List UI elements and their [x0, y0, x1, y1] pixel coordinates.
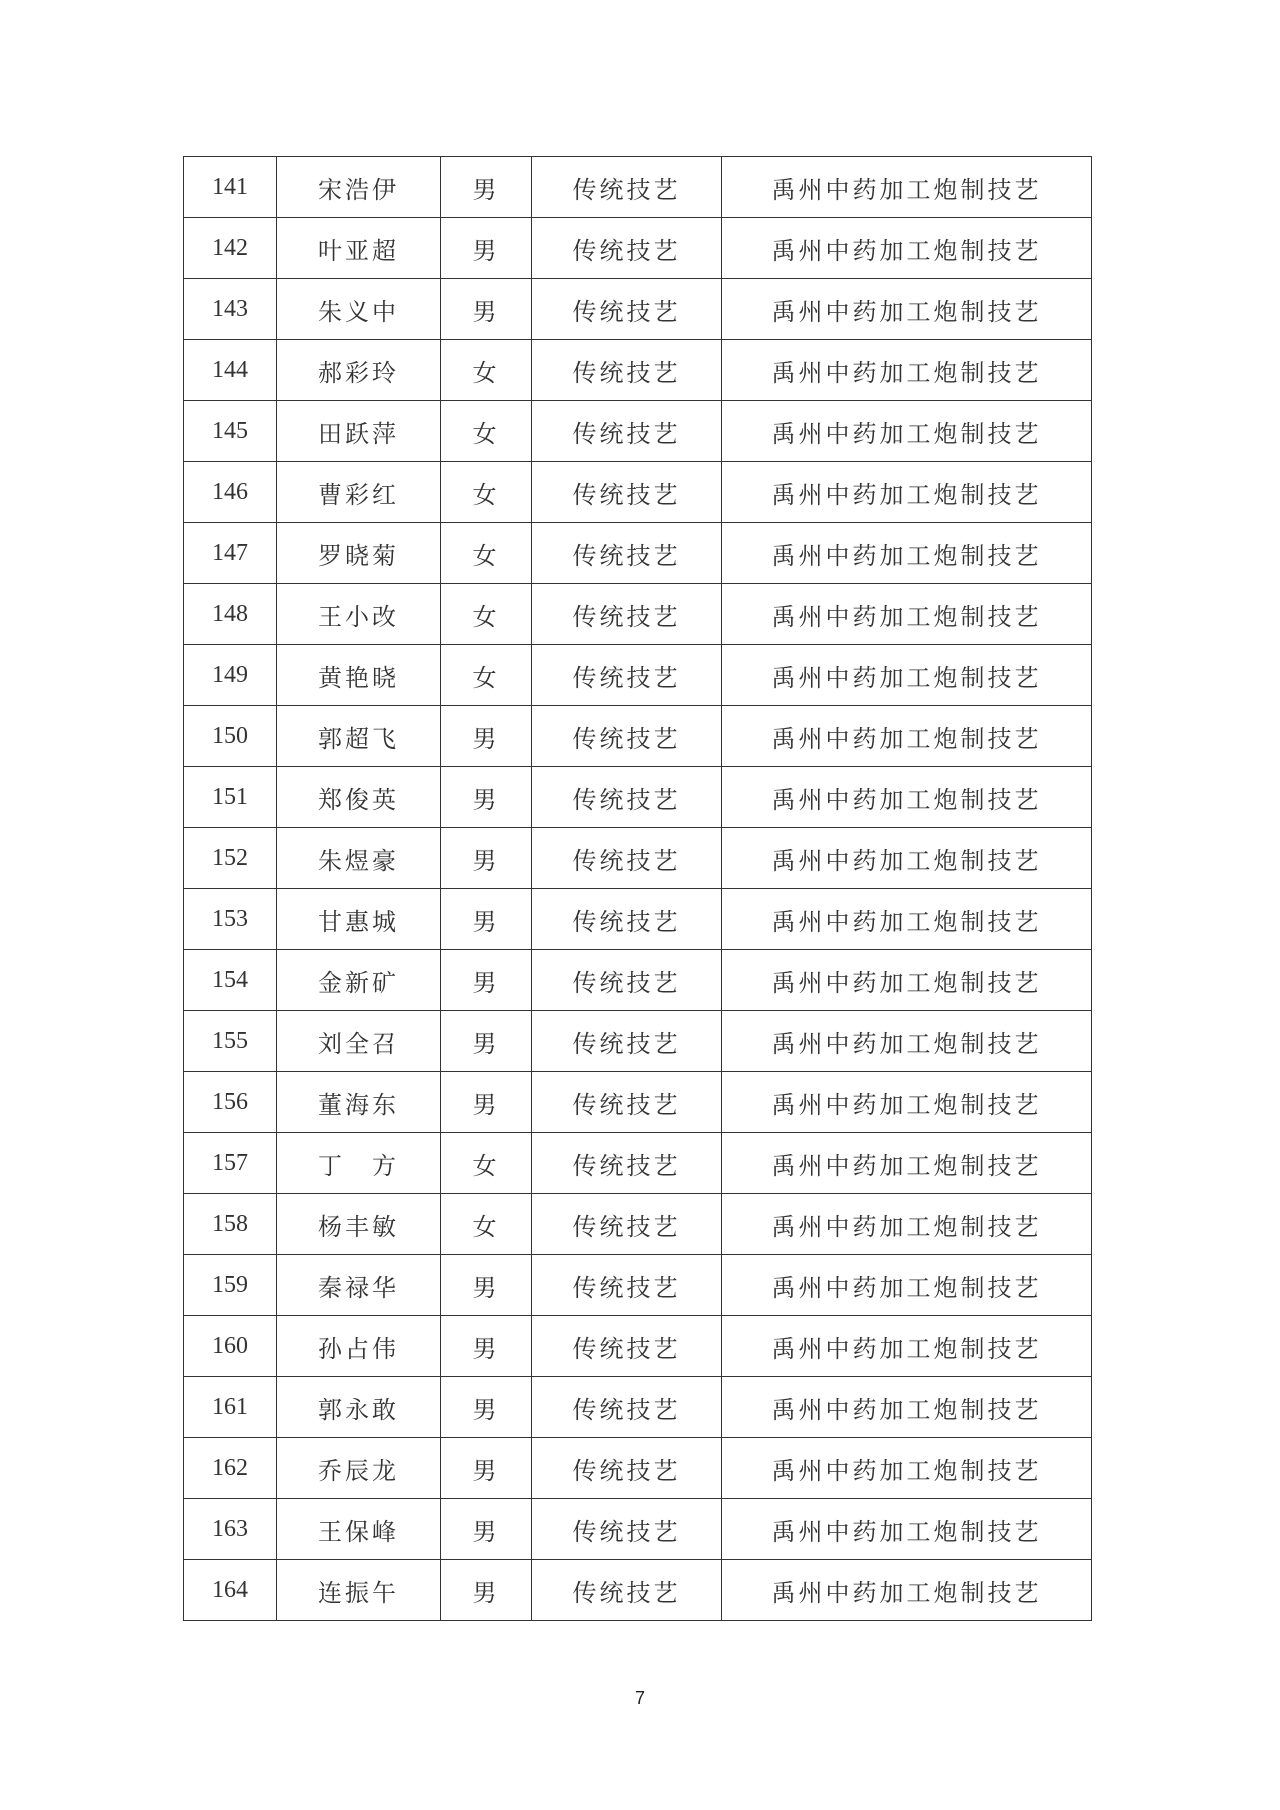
name-cell: 乔辰龙 [277, 1438, 441, 1499]
name-cell: 朱煜豪 [277, 828, 441, 889]
project-cell: 禹州中药加工炮制技艺 [722, 1011, 1092, 1072]
table-row [184, 1499, 1092, 1560]
gender-cell: 男 [441, 1438, 532, 1499]
category-cell: 传统技艺 [532, 401, 722, 462]
category-cell: 传统技艺 [532, 1316, 722, 1377]
project-cell: 禹州中药加工炮制技艺 [722, 279, 1092, 340]
category-cell: 传统技艺 [532, 340, 722, 401]
table-row [184, 828, 1092, 889]
gender-cell: 男 [441, 279, 532, 340]
roster-body [184, 157, 1092, 1621]
row-number-cell: 148 [184, 584, 277, 645]
gender-cell: 女 [441, 340, 532, 401]
name-cell: 孙占伟 [277, 1316, 441, 1377]
category-cell: 传统技艺 [532, 1011, 722, 1072]
project-cell: 禹州中药加工炮制技艺 [722, 706, 1092, 767]
category-cell: 传统技艺 [532, 584, 722, 645]
project-cell: 禹州中药加工炮制技艺 [722, 1377, 1092, 1438]
name-cell: 郝彩玲 [277, 340, 441, 401]
gender-cell: 男 [441, 1072, 532, 1133]
table-row [184, 1316, 1092, 1377]
category-cell: 传统技艺 [532, 767, 722, 828]
table-row [184, 157, 1092, 218]
name-cell: 罗晓菊 [277, 523, 441, 584]
row-number-cell: 164 [184, 1560, 277, 1621]
table-row [184, 1133, 1092, 1194]
category-cell: 传统技艺 [532, 1072, 722, 1133]
project-cell: 禹州中药加工炮制技艺 [722, 1194, 1092, 1255]
row-number-cell: 144 [184, 340, 277, 401]
project-cell: 禹州中药加工炮制技艺 [722, 1499, 1092, 1560]
name-cell: 朱义中 [277, 279, 441, 340]
row-number-cell: 143 [184, 279, 277, 340]
project-cell: 禹州中药加工炮制技艺 [722, 767, 1092, 828]
row-number-cell: 146 [184, 462, 277, 523]
table-row [184, 767, 1092, 828]
gender-cell: 男 [441, 889, 532, 950]
table-row [184, 645, 1092, 706]
table-row [184, 218, 1092, 279]
row-number-cell: 157 [184, 1133, 277, 1194]
gender-cell: 女 [441, 645, 532, 706]
project-cell: 禹州中药加工炮制技艺 [722, 218, 1092, 279]
gender-cell: 男 [441, 767, 532, 828]
category-cell: 传统技艺 [532, 828, 722, 889]
name-cell: 董海东 [277, 1072, 441, 1133]
row-number-cell: 162 [184, 1438, 277, 1499]
project-cell: 禹州中药加工炮制技艺 [722, 523, 1092, 584]
table-row [184, 1377, 1092, 1438]
gender-cell: 男 [441, 218, 532, 279]
name-cell: 金新矿 [277, 950, 441, 1011]
gender-cell: 男 [441, 1377, 532, 1438]
table-row [184, 1560, 1092, 1621]
category-cell: 传统技艺 [532, 157, 722, 218]
project-cell: 禹州中药加工炮制技艺 [722, 950, 1092, 1011]
category-cell: 传统技艺 [532, 706, 722, 767]
gender-cell: 男 [441, 950, 532, 1011]
name-cell: 王小改 [277, 584, 441, 645]
category-cell: 传统技艺 [532, 950, 722, 1011]
inheritor-roster-table [183, 156, 1092, 1621]
row-number-cell: 163 [184, 1499, 277, 1560]
category-cell: 传统技艺 [532, 1377, 722, 1438]
row-number-cell: 154 [184, 950, 277, 1011]
gender-cell: 女 [441, 584, 532, 645]
row-number-cell: 156 [184, 1072, 277, 1133]
category-cell: 传统技艺 [532, 462, 722, 523]
table-row [184, 1011, 1092, 1072]
table-row [184, 279, 1092, 340]
row-number-cell: 158 [184, 1194, 277, 1255]
category-cell: 传统技艺 [532, 1499, 722, 1560]
name-cell: 刘全召 [277, 1011, 441, 1072]
project-cell: 禹州中药加工炮制技艺 [722, 1438, 1092, 1499]
name-cell: 甘惠城 [277, 889, 441, 950]
row-number-cell: 149 [184, 645, 277, 706]
project-cell: 禹州中药加工炮制技艺 [722, 1133, 1092, 1194]
project-cell: 禹州中药加工炮制技艺 [722, 584, 1092, 645]
name-cell: 郭永敢 [277, 1377, 441, 1438]
gender-cell: 男 [441, 828, 532, 889]
table-row [184, 1438, 1092, 1499]
table-row [184, 523, 1092, 584]
table-row [184, 706, 1092, 767]
gender-cell: 男 [441, 1011, 532, 1072]
gender-cell: 男 [441, 157, 532, 218]
table-row [184, 950, 1092, 1011]
project-cell: 禹州中药加工炮制技艺 [722, 401, 1092, 462]
category-cell: 传统技艺 [532, 1560, 722, 1621]
name-cell: 秦禄华 [277, 1255, 441, 1316]
gender-cell: 女 [441, 1133, 532, 1194]
table-row [184, 1072, 1092, 1133]
row-number-cell: 155 [184, 1011, 277, 1072]
category-cell: 传统技艺 [532, 1133, 722, 1194]
category-cell: 传统技艺 [532, 218, 722, 279]
gender-cell: 女 [441, 462, 532, 523]
name-cell: 田跃萍 [277, 401, 441, 462]
table-row [184, 889, 1092, 950]
row-number-cell: 161 [184, 1377, 277, 1438]
table-row [184, 1194, 1092, 1255]
category-cell: 传统技艺 [532, 279, 722, 340]
project-cell: 禹州中药加工炮制技艺 [722, 828, 1092, 889]
row-number-cell: 151 [184, 767, 277, 828]
name-cell: 黄艳晓 [277, 645, 441, 706]
table-row [184, 401, 1092, 462]
name-cell: 郑俊英 [277, 767, 441, 828]
table-row [184, 340, 1092, 401]
table-row [184, 462, 1092, 523]
name-cell: 郭超飞 [277, 706, 441, 767]
row-number-cell: 141 [184, 157, 277, 218]
row-number-cell: 159 [184, 1255, 277, 1316]
name-cell: 曹彩红 [277, 462, 441, 523]
name-cell: 杨丰敏 [277, 1194, 441, 1255]
category-cell: 传统技艺 [532, 645, 722, 706]
gender-cell: 男 [441, 1316, 532, 1377]
category-cell: 传统技艺 [532, 889, 722, 950]
category-cell: 传统技艺 [532, 523, 722, 584]
project-cell: 禹州中药加工炮制技艺 [722, 645, 1092, 706]
category-cell: 传统技艺 [532, 1255, 722, 1316]
gender-cell: 男 [441, 1255, 532, 1316]
category-cell: 传统技艺 [532, 1194, 722, 1255]
project-cell: 禹州中药加工炮制技艺 [722, 462, 1092, 523]
gender-cell: 男 [441, 1560, 532, 1621]
project-cell: 禹州中药加工炮制技艺 [722, 340, 1092, 401]
row-number-cell: 145 [184, 401, 277, 462]
name-cell: 连振午 [277, 1560, 441, 1621]
gender-cell: 男 [441, 706, 532, 767]
table-row [184, 584, 1092, 645]
gender-cell: 女 [441, 401, 532, 462]
name-cell: 宋浩伊 [277, 157, 441, 218]
row-number-cell: 153 [184, 889, 277, 950]
row-number-cell: 152 [184, 828, 277, 889]
gender-cell: 男 [441, 1499, 532, 1560]
project-cell: 禹州中药加工炮制技艺 [722, 1255, 1092, 1316]
row-number-cell: 150 [184, 706, 277, 767]
row-number-cell: 160 [184, 1316, 277, 1377]
row-number-cell: 147 [184, 523, 277, 584]
project-cell: 禹州中药加工炮制技艺 [722, 889, 1092, 950]
page-number: 7 [634, 1688, 645, 1708]
gender-cell: 女 [441, 523, 532, 584]
project-cell: 禹州中药加工炮制技艺 [722, 1316, 1092, 1377]
name-cell: 叶亚超 [277, 218, 441, 279]
name-cell: 王保峰 [277, 1499, 441, 1560]
name-cell: 丁 方 [277, 1133, 441, 1194]
row-number-cell: 142 [184, 218, 277, 279]
gender-cell: 女 [441, 1194, 532, 1255]
project-cell: 禹州中药加工炮制技艺 [722, 157, 1092, 218]
project-cell: 禹州中药加工炮制技艺 [722, 1560, 1092, 1621]
category-cell: 传统技艺 [532, 1438, 722, 1499]
table-row [184, 1255, 1092, 1316]
project-cell: 禹州中药加工炮制技艺 [722, 1072, 1092, 1133]
